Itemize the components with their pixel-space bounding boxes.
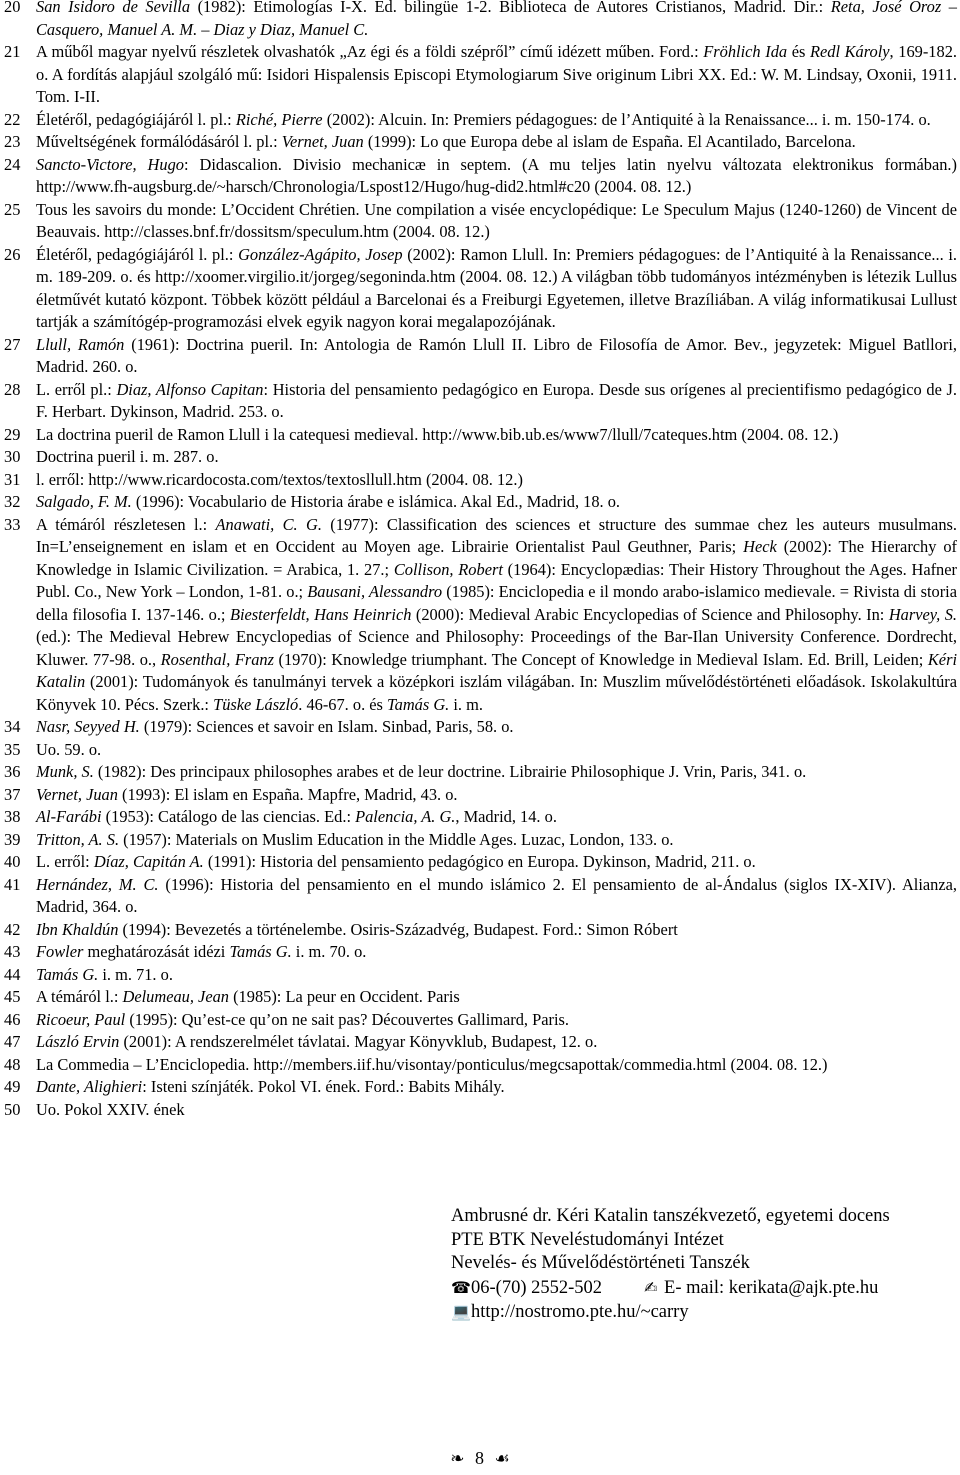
footnote-segment: (1985): La peur en Occident. Paris — [229, 987, 460, 1006]
footnote-author: Collison, Robert — [393, 559, 503, 579]
footnote-segment: (2000): Medieval Arabic Encyclopedias of Science and Philosophy. In: — [411, 604, 889, 624]
footnote-text — [36, 1099, 957, 1122]
footnote-author: Redl Károly — [809, 42, 890, 61]
footnote-author: Reta, José Oroz – Casquero, Manuel A. M. – Diaz y Diaz, Manuel C. — [36, 0, 957, 39]
footnote-segment: (1996): Historia del pensamiento en el mundo islámico 2. El pensamiento de al-Ándalus (siglos IX-XIV). Alianza, Madrid, 364. o. — [36, 874, 958, 916]
footnote-number: 46 — [4, 1009, 21, 1029]
footnote-number: 48 — [4, 1054, 21, 1074]
footnote-segment: (1953): Catálogo de las ciencias. Ed.: — [101, 807, 356, 826]
footnote-text — [36, 806, 957, 829]
footnote-number: 43 — [4, 942, 21, 961]
footnote-segment: Életéről, pedagógiájáról l. pl.: — [36, 109, 236, 129]
footnote-author: Sancto-Victore, Hugo — [36, 154, 184, 174]
footnote-segment: La doctrina pueril de Ramon Llull i la catequesi medieval. http://www.bib.ub.es/www7/llull/7cateques.htm (2004. 08. 12.) — [36, 424, 839, 444]
footnote-author: Harvey, S. — [888, 604, 958, 624]
footnote-number: 39 — [4, 829, 21, 849]
footnote-number: 47 — [4, 1032, 21, 1051]
footnote-author: Ricoeur, Paul — [36, 1009, 126, 1029]
footnote-number: 23 — [4, 132, 21, 151]
footnote-segment: (1993): El islam en España. Mapfre, Madrid, 43. o. — [117, 784, 458, 804]
footnote — [4, 919, 957, 942]
footnote-author: Diaz, Alfonso Capitan — [116, 379, 264, 399]
footnote-text — [36, 446, 957, 469]
footnote-number: 40 — [4, 852, 21, 871]
footnote-text — [36, 469, 957, 492]
footnote-number: 27 — [4, 334, 21, 354]
footnote-author: Al-Farábi — [36, 807, 102, 826]
author-name-line: Ambrusné dr. Kéri Katalin tanszékvezető, egyetemi docens — [451, 1206, 890, 1226]
footnote-text — [36, 154, 957, 199]
footnote-segment: (1991): Historia del pensamiento pedagógico en Europa. Dykinson, Madrid, 211. o. — [203, 852, 756, 871]
footnote-text — [36, 424, 957, 447]
footnote — [4, 154, 957, 199]
footnote — [4, 446, 957, 469]
footnote-number: 49 — [4, 1077, 21, 1096]
footnote-author: Vernet, Juan — [281, 132, 364, 151]
footnote-number: 50 — [4, 1099, 21, 1119]
footnote-segment: i. m. 71. o. — [98, 964, 173, 984]
footnote-author: Heck — [743, 537, 777, 556]
footnote-number: 26 — [4, 244, 21, 264]
footnote-author: Tamás G. — [36, 964, 99, 984]
footnote — [4, 334, 957, 379]
footnote — [4, 109, 957, 132]
footnote-segment: A témáról l.: — [36, 987, 123, 1006]
footnote-segment: A témáról részletesen l.: — [36, 514, 216, 534]
footnote-number: 44 — [4, 964, 21, 984]
footnote-author: Riché, Pierre — [235, 109, 323, 129]
footnote — [4, 739, 957, 762]
footnote-number: 24 — [4, 154, 21, 174]
footnote-author: Nasr, Seyyed H. — [36, 717, 140, 736]
footnote — [4, 1031, 957, 1054]
footnotes-list — [4, 0, 957, 1121]
computer-icon: 💻 — [451, 1302, 471, 1321]
footnote-number: 34 — [4, 717, 21, 736]
footnote-number: 21 — [4, 42, 21, 61]
footnote-author: Vernet, Juan — [36, 784, 118, 804]
footnote-text — [36, 1076, 957, 1099]
ornament-left-icon: ❧ — [450, 1449, 465, 1469]
footnote-author: Díaz, Capitán A. — [93, 852, 204, 871]
footnote-segment: , Madrid, 14. o. — [455, 807, 557, 826]
footnote-segment: A műből magyar nyelvű részletek olvashatók „Az égi és a földi szépről” című idézett műben. Ford.: — [36, 42, 704, 61]
footnote-author: San Isidoro de Sevilla — [36, 0, 191, 16]
footnote-number: 36 — [4, 762, 21, 781]
footnote — [4, 491, 957, 514]
footnote-segment: : Isteni színjáték. Pokol VI. ének. Ford.: Babits Mihály. — [142, 1077, 505, 1096]
footnote-text — [36, 1009, 957, 1032]
footnote-text — [36, 761, 957, 784]
footnote — [4, 829, 957, 852]
page-footer — [0, 1448, 960, 1469]
footnote-text — [36, 919, 957, 942]
department-line: Nevelés- és Művelődéstörténeti Tanszék — [451, 1253, 750, 1273]
footnote-number: 31 — [4, 469, 21, 489]
footnote-author: Rosenthal, Franz — [160, 649, 274, 669]
footnote-segment: L. erről pl.: — [36, 379, 117, 399]
footnote — [4, 986, 957, 1009]
footnote-author: Fröhlich Ida — [703, 42, 788, 61]
footnote-segment: (1995): Qu’est-ce qu’on ne sait pas? Découvertes Gallimard, Paris. — [125, 1009, 570, 1029]
footnote-text — [36, 829, 957, 852]
footnote-number: 30 — [4, 447, 21, 466]
footnote-author: Kéri Katalin — [36, 649, 957, 691]
footnote-segment: (1964): Encyclopædias: Their History Throughout the Ages. Hafner Publ. Co., New York – London, 1-81. o.; — [36, 559, 957, 601]
footnote-text — [36, 964, 957, 987]
footnote-author: László Ervin — [36, 1032, 120, 1051]
footnote-text — [36, 986, 957, 1009]
footnote-text — [36, 131, 957, 154]
footnote-author: González-Agápito, Josep — [238, 244, 403, 264]
footnote-text — [36, 739, 957, 762]
footnote — [4, 41, 957, 109]
footnote-number: 32 — [4, 492, 21, 511]
footnote-number: 28 — [4, 379, 21, 399]
footnote-segment: . 46-67. o. és — [298, 694, 388, 714]
footnote — [4, 131, 957, 154]
footnote-author: Munk, S. — [36, 762, 94, 781]
footnote — [4, 806, 957, 829]
footnote-segment: (1970): Knowledge triumphant. The Concept of Knowledge in Medieval Islam. Ed. Brill, Leiden; — [274, 649, 928, 669]
author-signature — [451, 1205, 951, 1325]
footnote-author: Tritton, A. S. — [36, 829, 120, 849]
footnote-author: Biesterfeldt, Hans Heinrich — [229, 604, 412, 624]
footnote-number: 20 — [4, 0, 21, 16]
footnote-segment: (1996): Vocabulario de Historia árabe e islámica. Akal Ed., Madrid, 18. o. — [131, 492, 621, 511]
footnote — [4, 851, 957, 874]
footnote-author: Delumeau, Jean — [122, 987, 229, 1006]
footnote-segment: (1982): Des principaux philosophes arabes et de leur doctrine. Librairie Philosophique J. Vrin, Paris, 341. o. — [93, 762, 807, 781]
footnote-author: Ibn Khaldún — [36, 919, 119, 939]
footnote-text — [36, 41, 957, 109]
footnote-segment: Doctrina pueril i. m. 287. o. — [36, 447, 219, 466]
footnote-author: Palencia, A. G. — [355, 807, 456, 826]
footnote-text — [36, 716, 957, 739]
footnote — [4, 379, 957, 424]
footnote-author: Llull, Ramón — [36, 334, 125, 354]
footnote-number: 25 — [4, 199, 21, 219]
footnote — [4, 941, 957, 964]
footnote-text — [36, 491, 957, 514]
footnote-segment: i. m. — [449, 694, 483, 714]
footnote-number: 29 — [4, 424, 21, 444]
footnote-segment: l. erről: http://www.ricardocosta.com/textos/textosllull.htm (2004. 08. 12.) — [36, 469, 523, 489]
footnote-text — [36, 334, 957, 379]
footnote-segment: (1961): Doctrina pueril. In: Antologia de Ramón Llull II. Libro de Filosofía de Amor. Bev., jegyzetek: Miguel Batllori, Madrid. 260. o. — [36, 334, 957, 376]
footnote-author: Bausani, Alessandro — [307, 582, 443, 601]
footnote-segment: Életéről, pedagógiájáról l. pl.: — [36, 244, 239, 264]
footnote-number: 33 — [4, 514, 21, 534]
footnote-segment: meghatározását idézi — [83, 942, 230, 961]
footnote-number: 22 — [4, 109, 21, 129]
footnote-text — [36, 851, 957, 874]
footnote-segment: (1977): Classification des sciences et structure des summae chez les auteurs musulmans. In=L’enseignement en islam et en Occident au Moyen age. Librairie Orientalist Paul Geuthner, Paris; — [36, 514, 958, 556]
footnote — [4, 964, 957, 987]
footnote — [4, 424, 957, 447]
footnote — [4, 761, 957, 784]
footnote-author: Dante, Alighieri — [36, 1077, 143, 1096]
footnote-segment: (1985): Enciclopedia e il mondo arabo-islamico medievale. = Rivista di storia della filosofia I. 137-146. o.; — [36, 582, 958, 624]
footnote-segment: Tous les savoirs du monde: L’Occident Chrétien. Une compilation a visée encyclopédique: Le Speculum Majus (1240-1260) de Vincent de Beauvais. http://classes.bnf.fr/dossitsm/speculum.htm (2004. 08. 12.) — [36, 199, 957, 241]
phone-number: 06-(70) 2552-502 — [471, 1277, 603, 1298]
footnote-segment: (1982): Etimologías I-X. Ed. bilingüe 1-2. Biblioteca de Autores Cristianos, Madrid. Dir.: — [190, 0, 831, 16]
footnote-number: 37 — [4, 784, 21, 804]
footnote-segment: , 169-182. o. A fordítás alapjául szolgáló mű: Isidori Hispalensis Episcopi Etymologiarum Sive originum Libri XX. Ed.: W. M. Lindsay, Oxonii, 1911. Tom. I-II. — [36, 42, 957, 106]
footnote — [4, 874, 957, 919]
footnote-segment: (2002): Ramon Llull. In: Premiers pédagogues: de l’Antiquité à la Renaissance... i. m. 189-209. o. és http://xoomer.virgilio.it/jorgeg/segoninda.htm (2004. 08. 12.) A világban több tudományos intézményben is létezik Lullus életművét kutató központ. Többek között például a Barcelonai és a Freiburgi Egyetemen, illetve Brazíliában. A világ informatikusai Lullust tartják a számítógép-programozási elvek egyik nagyon korai megalapozójának. — [36, 244, 957, 331]
footnote-segment: Műveltségének formálódásáról l. pl.: — [36, 132, 282, 151]
footnote-segment: (ed.): The Medieval Hebrew Encyclopedias of Science and Philosophy: Proceedings of the Bar-Ilan University Conference. Dordrecht, Kluwer. 77-98. o., — [36, 627, 957, 669]
footnote — [4, 514, 957, 717]
footnote-text — [36, 244, 957, 334]
footnote — [4, 0, 957, 41]
ornament-right-icon: ☙ — [494, 1449, 510, 1469]
footnote-segment: és — [787, 42, 810, 61]
footnote-text — [36, 1031, 957, 1054]
footnote — [4, 784, 957, 807]
footnote-number: 41 — [4, 874, 21, 894]
page-number: 8 — [475, 1448, 484, 1468]
footnote-text — [36, 514, 957, 717]
footnote-text — [36, 0, 957, 41]
footnote-segment: (1979): Sciences et savoir en Islam. Sinbad, Paris, 58. o. — [139, 717, 514, 736]
footnote — [4, 1009, 957, 1032]
footnote-text — [36, 379, 957, 424]
footnote-author: Hernández, M. C. — [36, 874, 159, 894]
footnote-segment: : Didascalion. Divisio mechanicæ in septem. (A mu teljes latin nyelvu változata elektronikus formában.) http://www.fh-augsburg.de/~harsch/Chronologia/Lspost12/Hugo/hug-did2.html#c20 (2004. 08. 12.) — [36, 154, 957, 196]
footnote-author: Salgado, F. M. — [36, 492, 132, 511]
footnote-text — [36, 874, 957, 919]
email-icon: ✍ — [644, 1277, 658, 1297]
footnote-segment: (2001): A rendszerelmélet távlatai. Magyar Könyvklub, Budapest, 12. o. — [119, 1032, 598, 1051]
footnote-number: 38 — [4, 807, 21, 826]
footnote-segment: La Commedia – L’Enciclopedia. http://members.iif.hu/visontay/ponticulus/megcsapottak/commedia.html (2004. 08. 12.) — [36, 1054, 828, 1074]
contact-line — [451, 1276, 951, 1301]
footnote-number: 42 — [4, 919, 21, 939]
footnote-segment: Uo. 59. o. — [36, 739, 102, 759]
footnote-text — [36, 784, 957, 807]
footnote-segment: (1999): Lo que Europa debe al islam de España. El Acantilado, Barcelona. — [363, 132, 856, 151]
phone-icon: ☎ — [451, 1277, 471, 1297]
footnote-segment: i. m. 70. o. — [291, 942, 367, 961]
footnote-segment: (1957): Materials on Muslim Education in the Middle Ages. Luzac, London, 133. o. — [119, 829, 674, 849]
footnote-segment: L. erről: — [36, 852, 94, 871]
footnote — [4, 244, 957, 334]
footnote-segment: Uo. Pokol XXIV. ének — [36, 1099, 185, 1119]
footnote — [4, 716, 957, 739]
footnote-text — [36, 109, 957, 132]
footnote — [4, 469, 957, 492]
footnote-segment: : Historia del pensamiento pedagógico en Europa. Desde sus orígenes al precientifismo pedagógico de J. F. Herbart. Dykinson, Madrid. 253. o. — [36, 379, 957, 421]
footnote-segment: (1994): Bevezetés a történelembe. Osiris-Századvég, Budapest. Ford.: Simon Róbert — [118, 919, 678, 939]
footnote — [4, 1054, 957, 1077]
web-line — [451, 1300, 951, 1325]
footnote-author: Anawati, C. G. — [215, 514, 322, 534]
footnote-text — [36, 199, 957, 244]
footnote-number: 35 — [4, 739, 21, 759]
footnote — [4, 1099, 957, 1122]
footnote — [4, 199, 957, 244]
footnote-author: Tamás G. — [229, 942, 292, 961]
email-address[interactable]: E- mail: kerikata@ajk.pte.hu — [664, 1277, 879, 1298]
footnote-text — [36, 1054, 957, 1077]
footnote — [4, 1076, 957, 1099]
footnote-segment: (2002): Alcuin. In: Premiers pédagogues: de l’Antiquité à la Renaissance... i. m. 150-174. o. — [322, 109, 931, 129]
footnote-number: 45 — [4, 987, 21, 1006]
footnote-segment: (2002): The Hierarchy of Knowledge in Islamic Civilization. = Arabica, 1. 27.; — [36, 537, 957, 579]
institute-line: PTE BTK Neveléstudományi Intézet — [451, 1229, 724, 1250]
footnote-author: Fowler — [36, 942, 84, 961]
footnote-author: Tamás G. — [387, 694, 450, 714]
footnote-text — [36, 941, 957, 964]
footnote-author: Tüske László — [213, 694, 299, 714]
footnote-segment: (2001): Tudományok és tanulmányi tervek a középkori iszlám világában. In: Muszlim művelődéstörténeti előadások. Iskolakultúra Könyvek 10. Pécs. Szerk.: — [36, 672, 957, 714]
website-link[interactable]: http://nostromo.pte.hu/~carry — [471, 1302, 689, 1322]
